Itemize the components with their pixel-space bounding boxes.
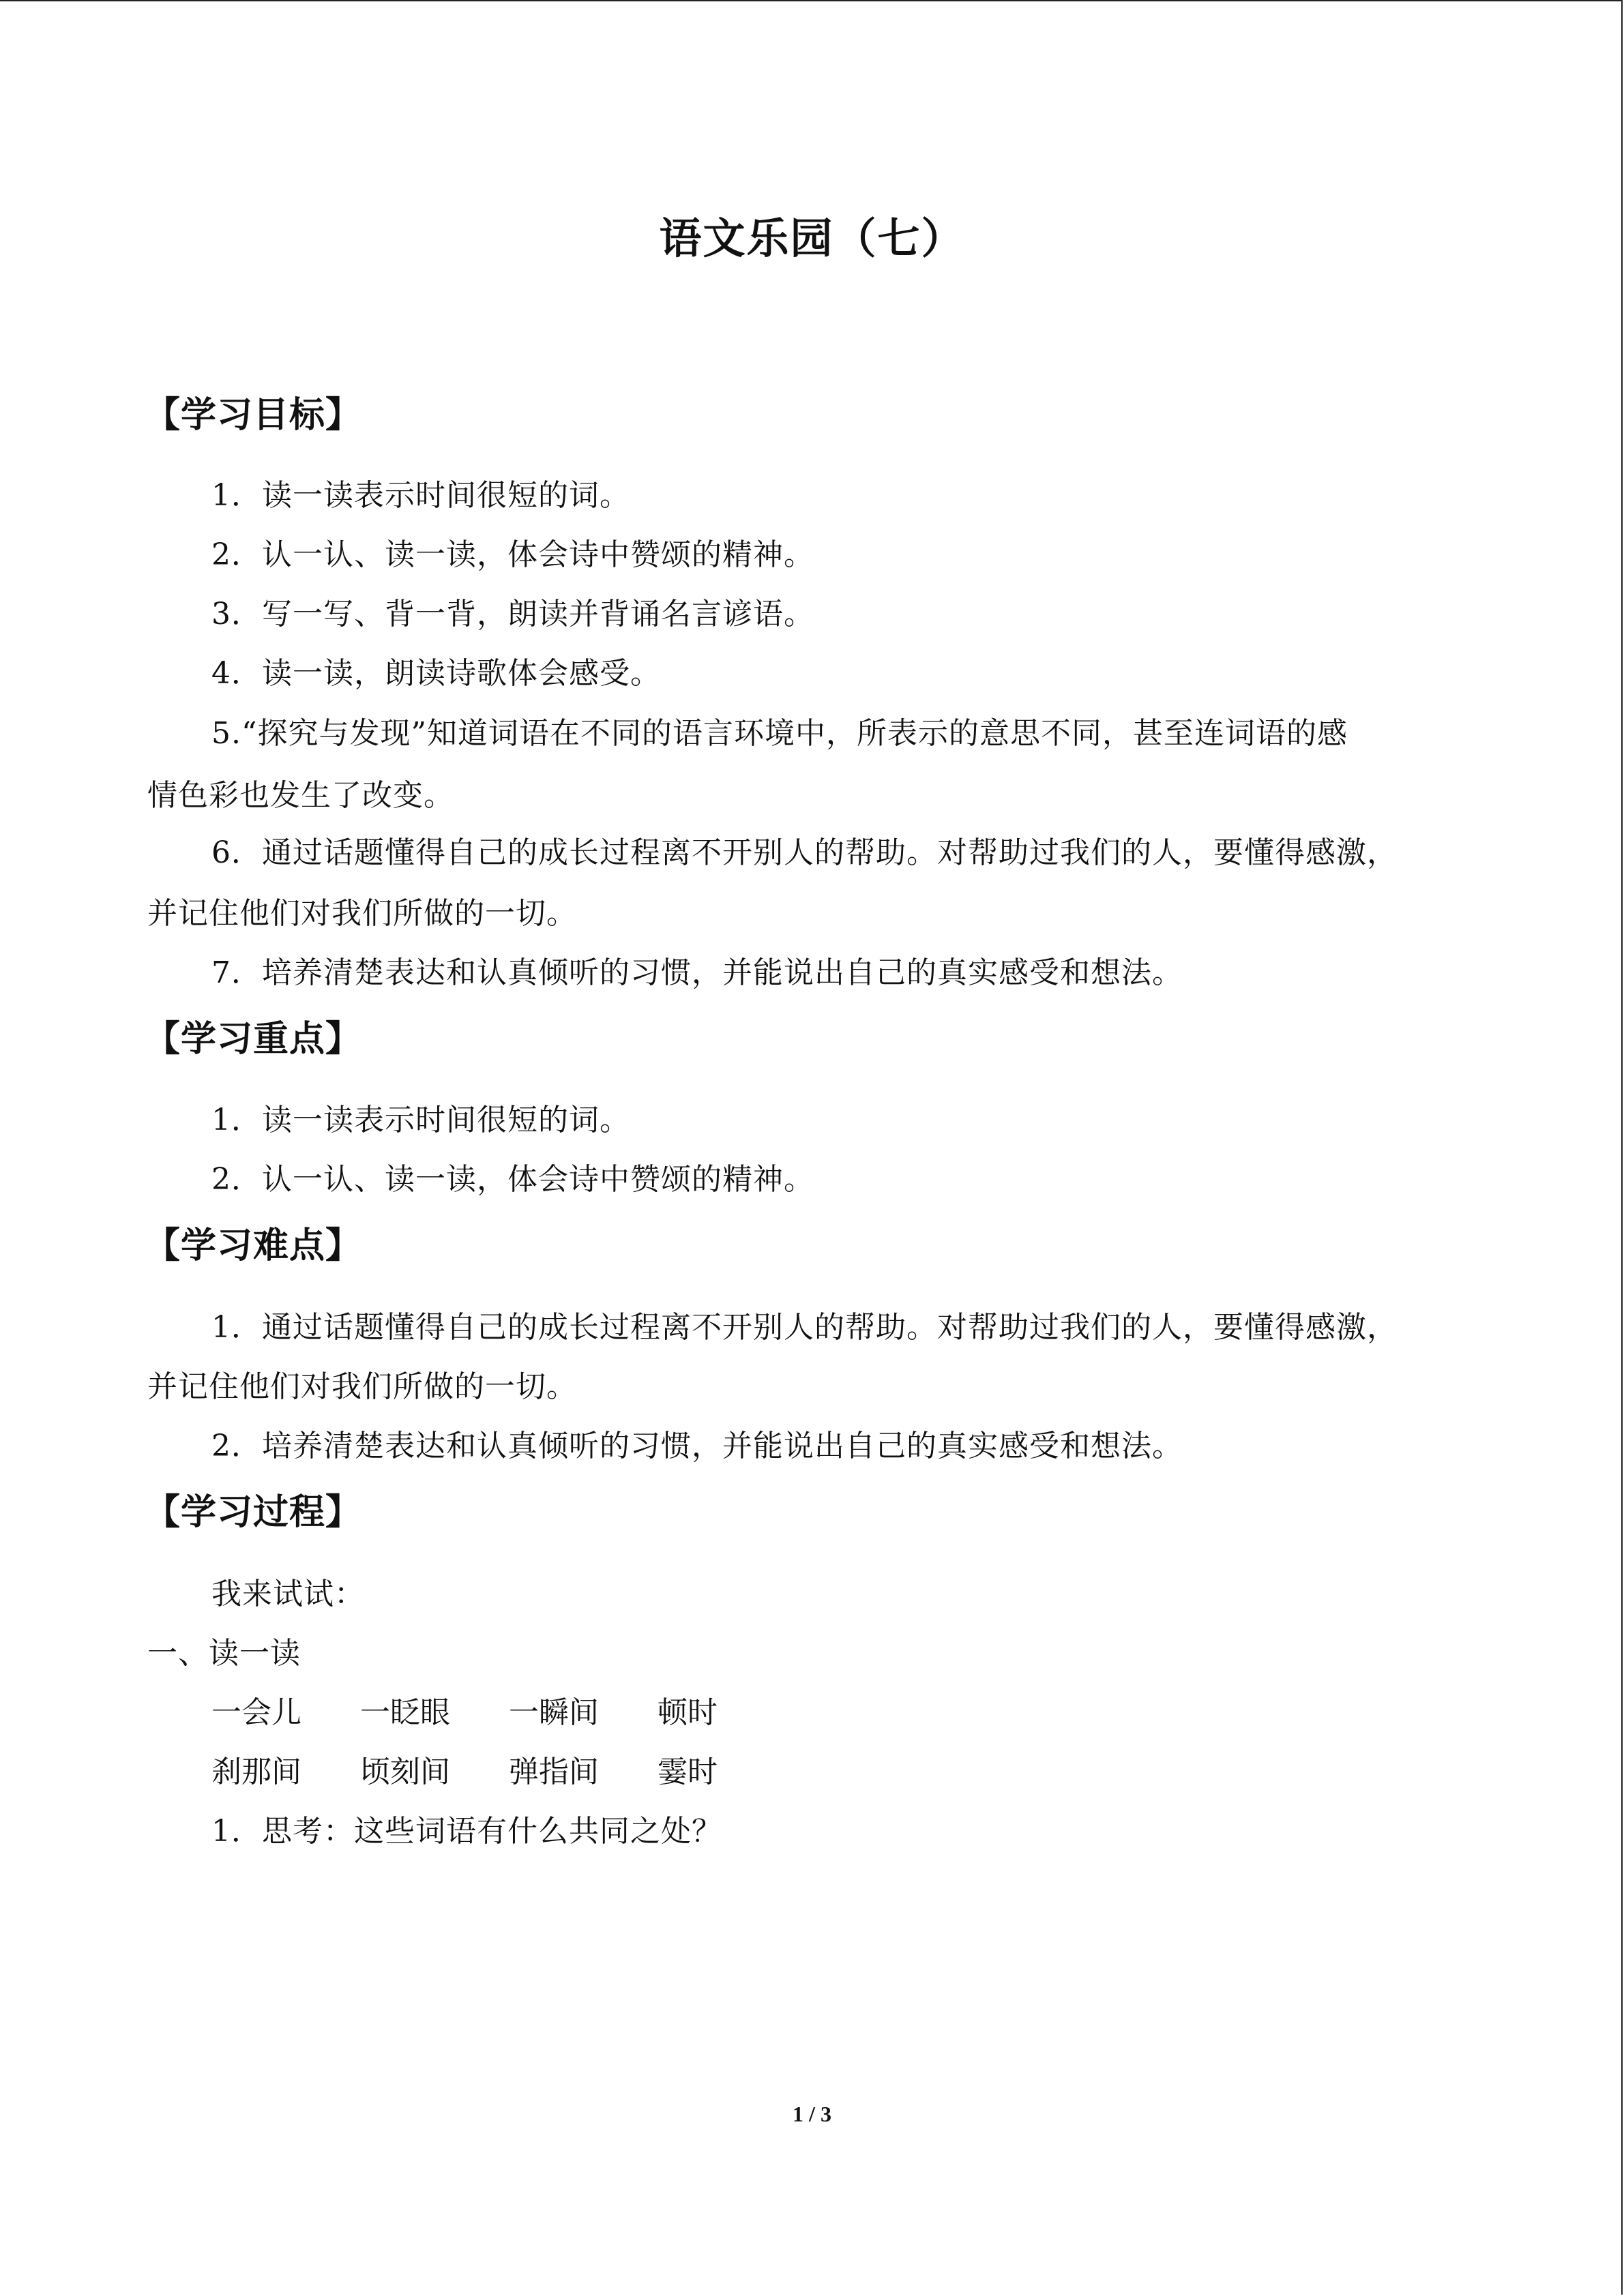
heading-learning-goals: 【学习目标】 bbox=[145, 395, 362, 436]
goal-line-1: 1．读一读表示时间很短的词。 bbox=[211, 478, 630, 513]
words-row-1 bbox=[211, 1693, 806, 1733]
page-title: 语文乐园（七） bbox=[659, 213, 965, 263]
goal-line-6b: 并记住他们对我们所做的一切。 bbox=[147, 896, 577, 931]
page-number: 1 / 3 bbox=[793, 2102, 831, 2126]
goal-line-3: 3．写一写、背一背，朗读并背诵名言谚语。 bbox=[211, 597, 814, 631]
words-row-2 bbox=[211, 1752, 806, 1793]
word-item: 弹指间 bbox=[509, 1755, 599, 1789]
goal-line-7: 7．培养清楚表达和认真倾听的习惯，并能说出自己的真实感受和想法。 bbox=[211, 955, 1183, 990]
heading-difficulties: 【学习难点】 bbox=[145, 1225, 362, 1266]
word-item: 一眨眼 bbox=[360, 1695, 450, 1730]
difficulty-line-1a: 1．通过话题懂得自己的成长过程离不开别人的帮助。对帮助过我们的人，要懂得感激， bbox=[211, 1310, 1398, 1345]
goal-line-2: 2．认一认、读一读，体会诗中赞颂的精神。 bbox=[211, 537, 814, 572]
goal-line-5a: 5.“探究与发现”知道词语在不同的语言环境中，所表示的意思不同，甚至连词语的感 bbox=[211, 716, 1348, 751]
word-item: 顿时 bbox=[658, 1695, 718, 1730]
word-item: 刹那间 bbox=[211, 1755, 301, 1789]
word-item: 霎时 bbox=[658, 1755, 718, 1789]
goal-line-6a: 6．通过话题懂得自己的成长过程离不开别人的帮助。对帮助过我们的人，要懂得感激， bbox=[211, 835, 1398, 870]
goal-line-4: 4．读一读，朗读诗歌体会感受。 bbox=[211, 656, 661, 691]
key-point-line-1: 1．读一读表示时间很短的词。 bbox=[211, 1103, 630, 1137]
heading-key-points: 【学习重点】 bbox=[145, 1019, 362, 1060]
word-item: 顷刻间 bbox=[360, 1755, 450, 1789]
goal-line-5b: 情色彩也发生了改变。 bbox=[147, 778, 454, 813]
key-point-line-2: 2．认一认、读一读，体会诗中赞颂的精神。 bbox=[211, 1162, 814, 1197]
difficulty-line-1b: 并记住他们对我们所做的一切。 bbox=[147, 1369, 577, 1404]
process-intro: 我来试试： bbox=[211, 1577, 365, 1611]
section-read: 一、读一读 bbox=[147, 1636, 301, 1671]
question-line: 1．思考：这些词语有什么共同之处？ bbox=[211, 1814, 722, 1849]
heading-learning-process: 【学习过程】 bbox=[145, 1492, 362, 1533]
word-item: 一会儿 bbox=[211, 1695, 301, 1730]
difficulty-line-2: 2．培养清楚表达和认真倾听的习惯，并能说出自己的真实感受和想法。 bbox=[211, 1429, 1183, 1463]
word-item: 一瞬间 bbox=[509, 1695, 599, 1730]
